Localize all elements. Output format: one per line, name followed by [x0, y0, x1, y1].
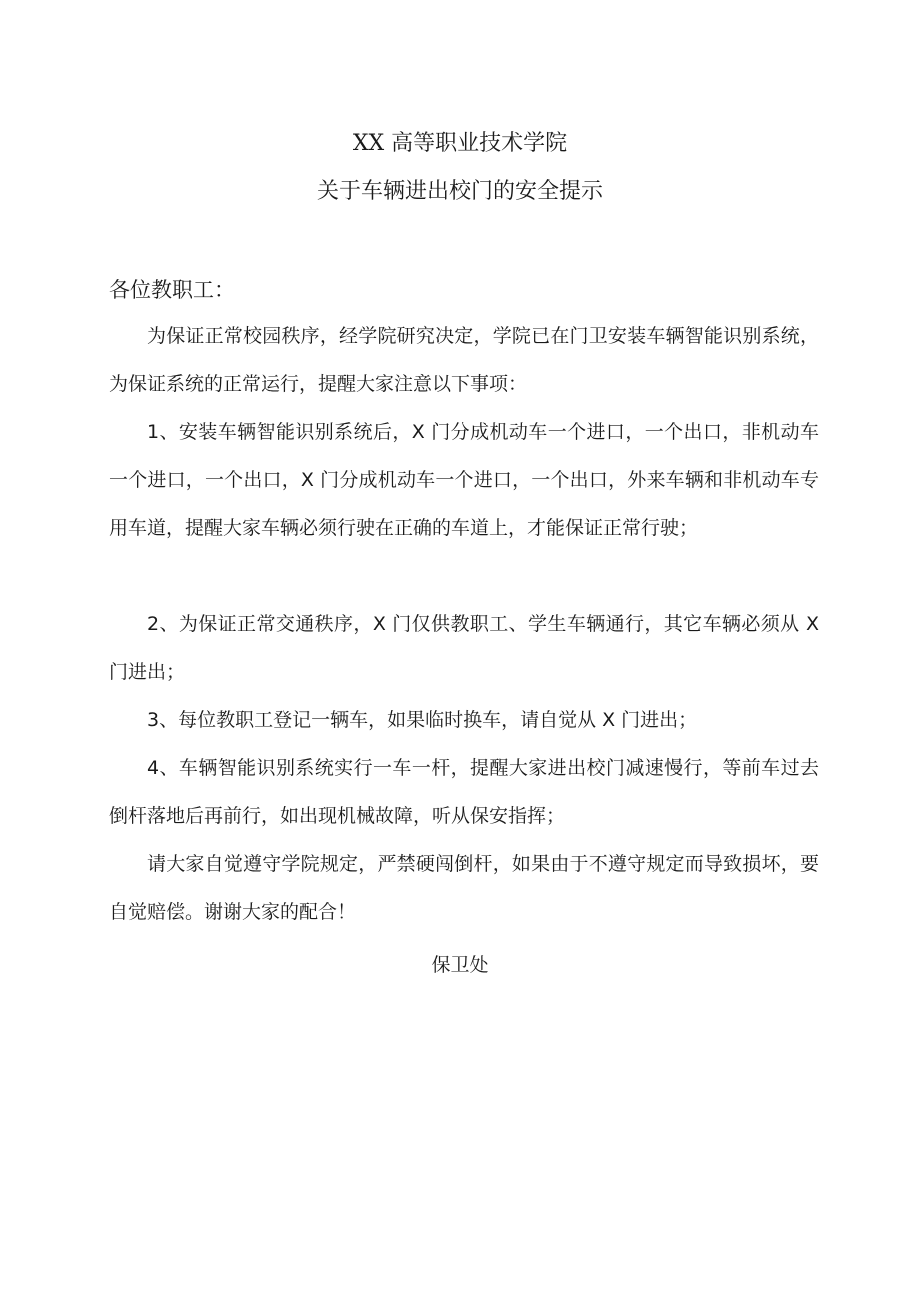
document-title-institution: XX 高等职业技术学院	[352, 131, 568, 156]
closing-paragraph: 请大家自觉遵守学院规定，严禁硬闯倒杆，如果由于不遵守规定而导致损坏，要自觉赔偿。谢谢大家的配合！	[109, 853, 819, 923]
greeting: 各位教职工：	[109, 278, 235, 302]
item-2-paragraph: 2、为保证正常交通秩序，X 门仅供教职工、学生车辆通行，其它车辆必须从 X 门进出；	[109, 613, 819, 683]
signature: 保卫处	[431, 954, 489, 976]
item-3-paragraph: 3、每位教职工登记一辆车，如果临时换车，请自觉从 X 门进出；	[147, 709, 698, 731]
document-title-subject: 关于车辆进出校门的安全提示	[316, 179, 603, 204]
intro-paragraph: 为保证正常校园秩序，经学院研究决定，学院已在门卫安装车辆智能识别系统，为保证系统的正常运行，提醒大家注意以下事项：	[109, 325, 819, 395]
item-4-paragraph: 4、车辆智能识别系统实行一车一杆，提醒大家进出校门减速慢行，等前车过去倒杆落地后再前行，如出现机械故障，听从保安指挥；	[109, 757, 819, 827]
item-1-paragraph: 1、安装车辆智能识别系统后，X 门分成机动车一个进口，一个出口，非机动车一个进口，一个出口，X 门分成机动车一个进口，一个出口，外来车辆和非机动车专用车道，提醒大家车辆必须行驶在正确的车道上，才能保证正常行驶；	[109, 421, 819, 539]
